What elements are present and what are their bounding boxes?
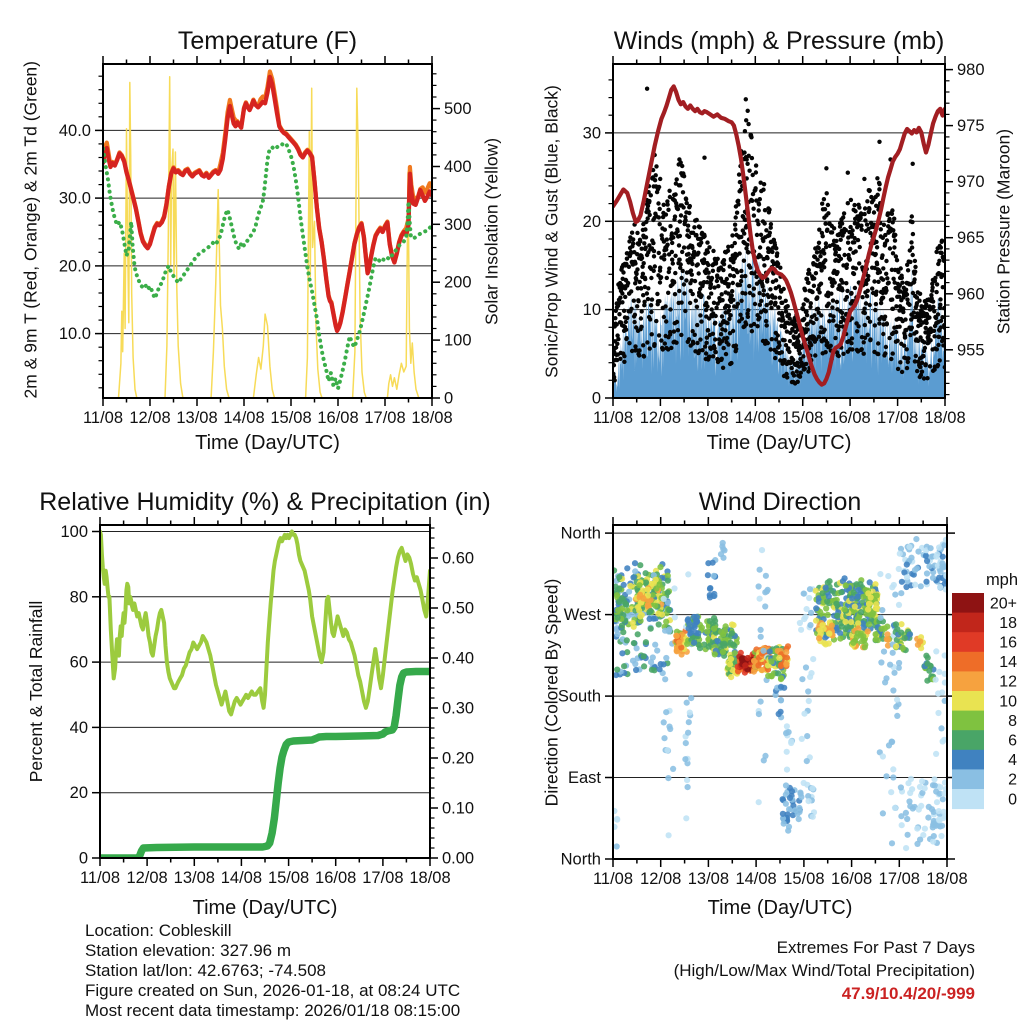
svg-text:17/08: 17/08 <box>878 870 920 888</box>
svg-text:0.40: 0.40 <box>442 649 475 668</box>
svg-text:11/08: 11/08 <box>592 870 634 888</box>
svg-text:4: 4 <box>1008 752 1017 770</box>
svg-text:12/08: 12/08 <box>129 409 171 427</box>
svg-text:15/08: 15/08 <box>783 870 825 888</box>
svg-text:11/08: 11/08 <box>592 409 634 427</box>
temperature-panel <box>59 56 472 427</box>
svg-text:14/08: 14/08 <box>223 409 265 427</box>
svg-text:14: 14 <box>999 654 1017 672</box>
relative-humidity <box>100 532 430 715</box>
svg-text:16/08: 16/08 <box>829 409 871 427</box>
svg-text:970: 970 <box>957 173 985 192</box>
svg-text:0: 0 <box>444 389 454 408</box>
svg-text:12/08: 12/08 <box>126 869 168 887</box>
svg-text:13/08: 13/08 <box>687 409 729 427</box>
station-latlon: Station lat/lon: 42.6763; -74.508 <box>85 961 327 980</box>
svg-text:12/08: 12/08 <box>640 870 682 888</box>
pressure-ylabel-right: Station Pressure (Maroon) <box>993 128 1014 335</box>
svg-text:20: 20 <box>582 212 601 231</box>
winds-pressure-panel <box>583 56 985 427</box>
station-elevation: Station elevation: 327.96 m <box>85 941 292 960</box>
svg-text:13/08: 13/08 <box>176 409 218 427</box>
svg-text:40.0: 40.0 <box>58 121 91 140</box>
svg-text:16/08: 16/08 <box>317 409 359 427</box>
svg-text:10: 10 <box>999 693 1017 711</box>
wind-direction-title: Wind Direction <box>698 488 862 516</box>
svg-text:400: 400 <box>444 157 472 176</box>
svg-text:16: 16 <box>999 634 1017 652</box>
speed-colorbar <box>952 593 1017 809</box>
svg-text:8: 8 <box>1008 712 1017 730</box>
svg-text:17/08: 17/08 <box>364 409 406 427</box>
svg-text:20: 20 <box>69 784 88 803</box>
svg-text:North: North <box>560 850 601 869</box>
wind-direction-xlabel: Time (Day/UTC) <box>707 897 853 919</box>
direction-ylabel: Direction (Colored By Speed) <box>541 578 562 807</box>
wind-direction-dots <box>611 536 949 851</box>
svg-text:17/08: 17/08 <box>362 869 404 887</box>
percent-rainfall-ylabel: Percent & Total Rainfall <box>26 600 46 783</box>
svg-text:14/08: 14/08 <box>735 870 777 888</box>
svg-text:20+: 20+ <box>989 595 1017 613</box>
svg-text:13/08: 13/08 <box>687 870 730 888</box>
temperature-ylabel-left: 2m & 9m T (Red, Orange) & 2m Td (Green) <box>20 61 41 399</box>
svg-text:15/08: 15/08 <box>267 869 310 887</box>
svg-text:North: North <box>560 524 601 543</box>
svg-text:955: 955 <box>957 341 985 360</box>
svg-text:0.30: 0.30 <box>442 699 475 718</box>
svg-text:965: 965 <box>957 229 985 248</box>
wind-gusts <box>611 87 947 386</box>
svg-text:20.0: 20.0 <box>58 257 91 276</box>
station-info <box>85 921 460 1021</box>
svg-text:300: 300 <box>444 215 472 234</box>
svg-text:18/08: 18/08 <box>924 409 966 427</box>
svg-text:30.0: 30.0 <box>58 189 91 208</box>
svg-text:18/08: 18/08 <box>926 870 968 888</box>
svg-text:12: 12 <box>999 673 1017 691</box>
svg-text:0.50: 0.50 <box>442 599 475 618</box>
humidity-precip-panel <box>60 517 474 887</box>
svg-text:10: 10 <box>582 301 601 320</box>
svg-text:West: West <box>563 606 601 625</box>
svg-text:2: 2 <box>1008 771 1017 789</box>
svg-text:11/08: 11/08 <box>79 869 121 887</box>
svg-text:980: 980 <box>957 61 985 80</box>
svg-text:18: 18 <box>999 614 1017 632</box>
svg-text:40: 40 <box>69 718 88 737</box>
svg-text:6: 6 <box>1008 732 1017 750</box>
svg-text:13/08: 13/08 <box>173 869 215 887</box>
svg-text:0: 0 <box>591 389 601 408</box>
humidity-precip-title: Relative Humidity (%) & Precipitation (in) <box>39 488 491 516</box>
winds-pressure-xlabel: Time (Day/UTC) <box>706 432 852 454</box>
svg-text:0.20: 0.20 <box>442 749 475 768</box>
svg-text:15/08: 15/08 <box>782 409 824 427</box>
svg-text:0.00: 0.00 <box>442 849 475 868</box>
wind-gust-ylabel-left: Sonic/Prop Wind & Gust (Blue, Black) <box>541 85 562 378</box>
svg-text:100: 100 <box>60 523 88 542</box>
temperature-title: Temperature (F) <box>177 27 358 55</box>
svg-text:18/08: 18/08 <box>409 869 451 887</box>
svg-text:200: 200 <box>444 273 472 292</box>
figure-created: Figure created on Sun, 2026-01-18, at 08:24 UTC <box>85 981 461 1000</box>
wind-direction-panel <box>558 517 968 888</box>
svg-text:80: 80 <box>69 588 88 607</box>
svg-text:960: 960 <box>957 285 985 304</box>
svg-text:14/08: 14/08 <box>220 869 263 887</box>
svg-text:12/08: 12/08 <box>639 409 682 427</box>
svg-text:10.0: 10.0 <box>58 325 91 344</box>
svg-text:0.60: 0.60 <box>442 549 475 568</box>
winds-pressure-title: Winds (mph) & Pressure (mb) <box>613 27 945 55</box>
svg-text:0: 0 <box>1008 791 1017 809</box>
extremes-title: Extremes For Past 7 Days <box>776 938 975 957</box>
svg-text:15/08: 15/08 <box>270 409 312 427</box>
svg-text:11/08: 11/08 <box>82 409 124 427</box>
svg-text:500: 500 <box>444 100 472 119</box>
svg-text:975: 975 <box>957 117 985 136</box>
legend-units-label: mph <box>985 571 1019 589</box>
2m-temperature <box>103 77 432 331</box>
extremes-values: 47.9/10.4/20/-999 <box>841 984 975 1003</box>
svg-text:17/08: 17/08 <box>876 409 919 427</box>
svg-text:16/08: 16/08 <box>315 869 357 887</box>
svg-text:16/08: 16/08 <box>830 870 873 888</box>
svg-text:100: 100 <box>444 331 472 350</box>
temperature-xlabel: Time (Day/UTC) <box>195 432 340 454</box>
extremes-block <box>674 936 975 1005</box>
svg-text:18/08: 18/08 <box>411 409 453 427</box>
svg-text:0.10: 0.10 <box>442 799 475 818</box>
recent-timestamp: Most recent data timestamp: 2026/01/18 08:15:00 <box>85 1001 461 1020</box>
solar-ylabel-right: Solar Insolation (Yellow) <box>481 137 502 326</box>
svg-text:60: 60 <box>69 653 88 672</box>
svg-text:East: East <box>567 769 601 788</box>
svg-text:0: 0 <box>78 849 88 868</box>
svg-text:South: South <box>557 687 601 706</box>
extremes-subtitle: (High/Low/Max Wind/Total Precipitation) <box>673 961 975 980</box>
humidity-precip-xlabel: Time (Day/UTC) <box>192 897 338 919</box>
svg-text:14/08: 14/08 <box>734 409 776 427</box>
svg-text:30: 30 <box>582 124 601 143</box>
station-location: Location: Cobleskill <box>85 921 232 940</box>
